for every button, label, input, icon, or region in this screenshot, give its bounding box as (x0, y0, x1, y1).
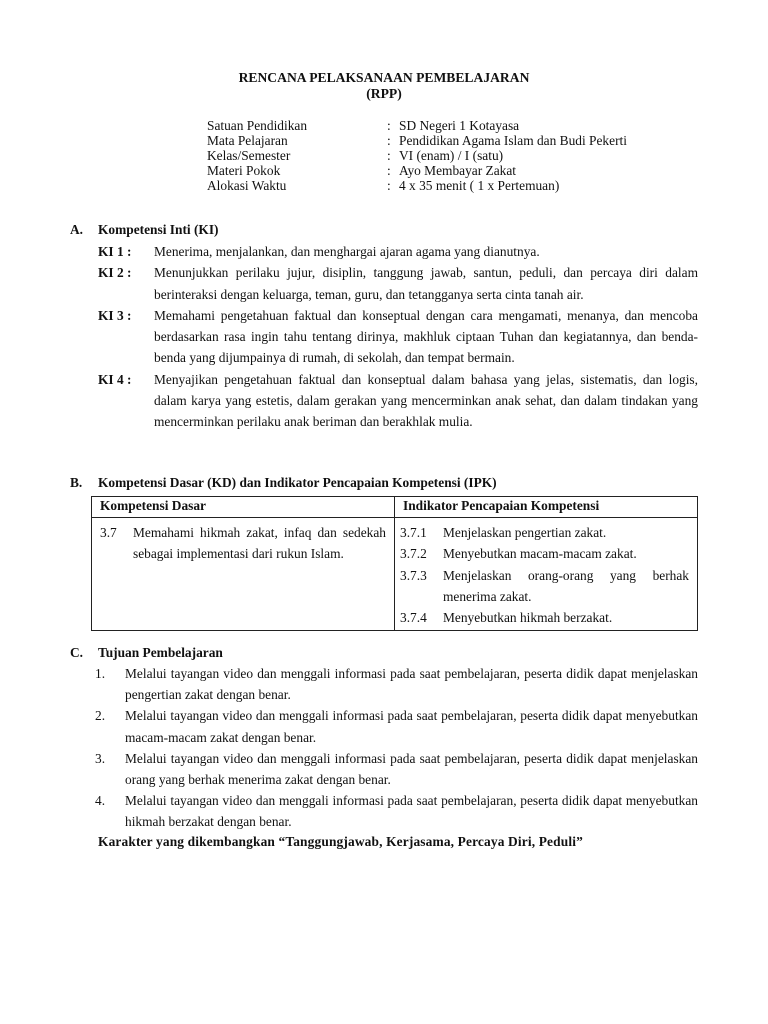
ipk-number: 3.7.1 (400, 525, 427, 540)
identity-row (207, 163, 627, 178)
ki-item (98, 241, 698, 262)
identity-value: VI (enam) / I (satu) (399, 148, 504, 163)
goal-number: 1. (95, 666, 106, 681)
goal-number: 4. (95, 793, 106, 809)
table-header-row (92, 497, 698, 518)
identity-row (207, 148, 627, 163)
document-subtitle: (RPP) (366, 86, 402, 101)
kd-cell (92, 518, 395, 631)
kd-text: Memahami hikmah zakat, infaq dan sedekah sebagai implementasi dari rukun Islam. (133, 525, 386, 562)
list-item (95, 790, 698, 832)
identity-value: SD Negeri 1 Kotayasa (399, 118, 520, 133)
identity-row (207, 118, 627, 133)
ki-item (98, 262, 698, 305)
kd-number: 3.7 (100, 525, 117, 540)
ipk-item (400, 522, 689, 543)
list-item (95, 748, 698, 790)
table-row (92, 518, 698, 631)
ki-item (98, 305, 698, 369)
identity-label: Mata Pelajaran (207, 133, 288, 148)
ki-item (98, 369, 698, 433)
kd-ipk-table (91, 496, 698, 631)
ki-label: KI 4 : (98, 371, 132, 387)
ipk-number: 3.7.4 (400, 610, 427, 626)
identity-block (207, 118, 627, 193)
ki-list (98, 241, 698, 433)
section-title: Tujuan Pembelajaran (98, 645, 223, 660)
karakter-statement: Karakter yang dikembangkan “Tanggungjawab, Kerjasama, Percaya Diri, Peduli” (98, 834, 583, 849)
section-letter: A. (70, 222, 84, 237)
ipk-item (400, 543, 689, 564)
identity-value: Pendidikan Agama Islam dan Budi Pekerti (399, 133, 627, 148)
document-title: RENCANA PELAKSANAAN PEMBELAJARAN (238, 70, 530, 85)
ki-text: Memahami pengetahuan faktual dan konseptual dengan cara mengamati, menanya, dan mencoba berdasarkan rasa ingin tahu tentang dirinya, makhluk ciptaan Tuhan dan kegiatannya, dan benda-benda yang dijumpainya di rumah, di sekolah, dan tempat bermain. (154, 307, 698, 366)
identity-colon: : (387, 178, 391, 193)
column-header-ipk: Indikator Pencapaian Kompetensi (395, 497, 698, 518)
identity-row (207, 133, 627, 148)
goal-number: 3. (95, 750, 106, 766)
identity-colon: : (387, 133, 391, 148)
identity-row (207, 178, 627, 193)
section-title: Kompetensi Dasar (KD) dan Indikator Pencapaian Kompetensi (IPK) (98, 475, 497, 490)
ipk-text: Menjelaskan pengertian zakat. (443, 525, 607, 540)
ipk-cell (395, 518, 698, 631)
goals-list (95, 663, 698, 833)
ipk-item (400, 607, 689, 628)
section-letter: B. (70, 475, 83, 490)
list-item (95, 663, 698, 705)
ipk-item (400, 565, 689, 608)
section-title: Kompetensi Inti (KI) (98, 222, 219, 237)
ki-label: KI 2 : (98, 265, 132, 281)
goal-text: Melalui tayangan video dan menggali informasi pada saat pembelajaran, peserta didik dapat menjelaskan pengertian zakat dengan benar. (125, 666, 698, 703)
identity-colon: : (387, 163, 391, 178)
identity-label: Kelas/Semester (207, 148, 291, 163)
identity-value: 4 x 35 menit ( 1 x Pertemuan) (399, 178, 560, 193)
ki-label: KI 1 : (98, 244, 132, 259)
ipk-text: Menyebutkan macam-macam zakat. (443, 546, 637, 562)
identity-label: Materi Pokok (207, 163, 281, 178)
goal-text: Melalui tayangan video dan menggali informasi pada saat pembelajaran, peserta didik dapat menyebutkan macam-macam zakat dengan benar. (125, 708, 698, 745)
section-letter: C. (70, 645, 84, 660)
identity-colon: : (387, 118, 391, 133)
ki-text: Menyajikan pengetahuan faktual dan konseptual dalam bahasa yang jelas, sistematis, dan logis, dalam karya yang estetis, dalam gerakan yang mencerminkan anak sehat, dan dalam tindakan yang mencerminkan perilaku anak beriman dan berakhlak mulia. (154, 371, 698, 430)
ipk-number: 3.7.2 (400, 546, 427, 562)
goal-text: Melalui tayangan video dan menggali informasi pada saat pembelajaran, peserta didik dapat menjelaskan orang yang berhak menerima zakat dengan benar. (125, 750, 698, 788)
ipk-number: 3.7.3 (400, 567, 427, 583)
ipk-text: Menjelaskan orang-orang yang berhak menerima zakat. (443, 567, 689, 604)
ki-text: Menerima, menjalankan, dan menghargai ajaran agama yang dianutnya. (154, 244, 540, 259)
ki-label: KI 3 : (98, 307, 132, 323)
list-item (95, 705, 698, 747)
identity-colon: : (387, 148, 391, 163)
goal-text: Melalui tayangan video dan menggali informasi pada saat pembelajaran, peserta didik dapat menyebutkan hikmah berzakat dengan benar. (125, 793, 698, 830)
goal-number: 2. (95, 708, 106, 724)
identity-value: Ayo Membayar Zakat (399, 163, 517, 178)
identity-label: Satuan Pendidikan (207, 118, 308, 133)
identity-label: Alokasi Waktu (207, 178, 287, 193)
ki-text: Menunjukkan perilaku jujur, disiplin, tanggung jawab, santun, peduli, dan percaya diri dalam berinteraksi dengan keluarga, teman, guru, dan tetangganya serta cinta tanah air. (154, 265, 698, 302)
column-header-kd: Kompetensi Dasar (92, 497, 395, 518)
ipk-text: Menyebutkan hikmah berzakat. (443, 610, 613, 626)
